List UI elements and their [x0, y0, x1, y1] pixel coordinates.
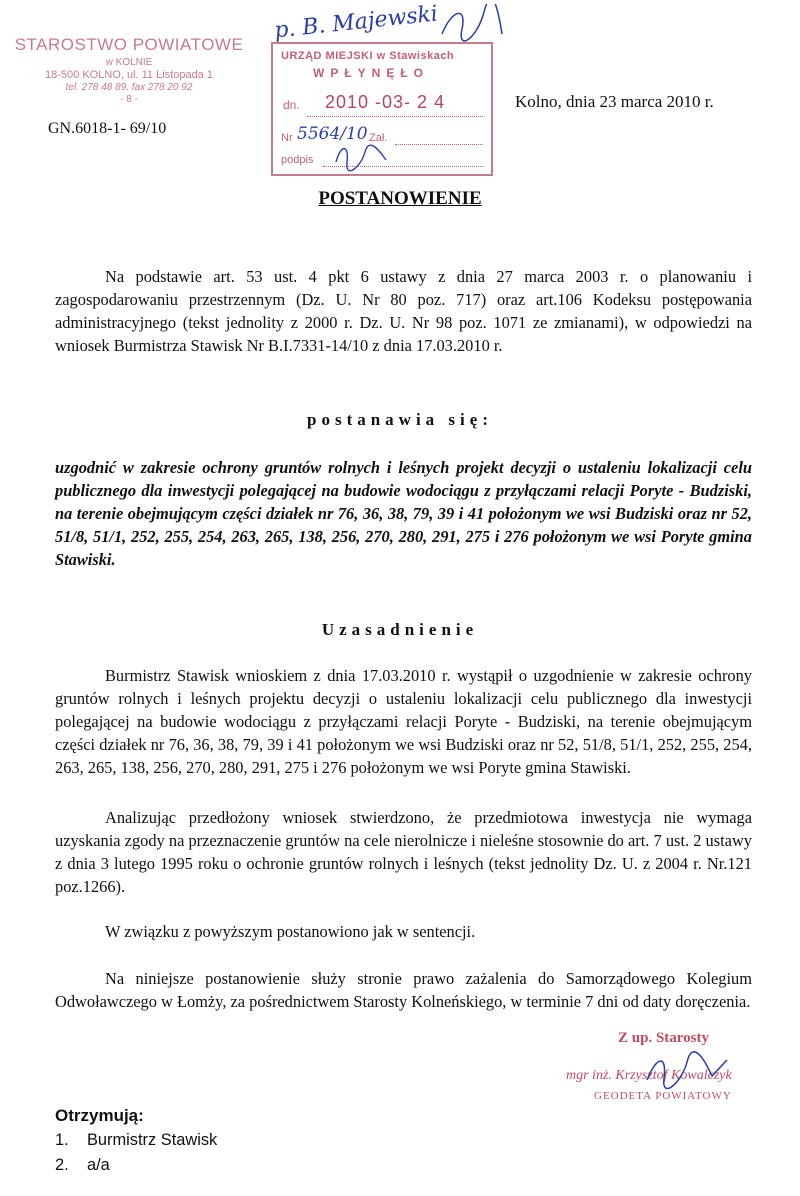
place-and-date: Kolno, dnia 23 marca 2010 r.: [515, 92, 714, 111]
recipient-name: a/a: [87, 1156, 110, 1174]
office-stamp-address: 18-500 KOLNO, ul. 11 Listopada 1: [45, 69, 213, 81]
justification-heading: Uzasadnienie: [321, 620, 479, 639]
list-item: [55, 1156, 110, 1175]
date-dotted-line: [307, 116, 483, 117]
zal-dotted-line: [395, 144, 483, 145]
reference-number: GN.6018-1- 69/10: [48, 120, 167, 137]
received-date-label: dn.: [283, 98, 300, 112]
handwritten-note-text: p. B. Majewski: [273, 1, 440, 44]
list-item: [55, 1131, 217, 1150]
decision-heading: postanawia się:: [307, 410, 493, 429]
received-signature-scribble-icon: [331, 142, 391, 172]
received-zal-label: Zał.: [369, 132, 388, 144]
received-date-value: 2010 -03- 2 4: [325, 92, 446, 112]
intro-paragraph: Na podstawie art. 53 ust. 4 pkt 6 ustawy z dnia 27 marca 2003 r. o planowaniu i zagospodarowaniu przestrzennym (Dz. U. Nr 80 poz. 717) oraz art.106 Kodeksu postępowania administracyjnego (tekst jednolity z 2000 r. Dz. U. Nr 98 poz. 1071 ze zmianami), w odpowiedzi na wniosek Burmistrza Stawisk Nr B.I.7331-14/10 z dnia 17.03.2010 r.: [55, 267, 752, 355]
office-stamp-city: w KOLNIE: [105, 57, 153, 68]
appeal-paragraph: Na niniejsze postanowienie służy stronie prawo zażalenia do Samorządowego Kolegium Odwoławczego w Łomży, za pośrednictwem Starosty Kolneńskiego, w terminie 7 dni od daty doręczenia.: [55, 969, 752, 1011]
recipients-heading: Otrzymują:: [55, 1106, 144, 1125]
signature-title: GEODETA POWIATOWY: [594, 1090, 732, 1102]
recipient-number: 2.: [55, 1156, 69, 1174]
signature-scribble-icon: [642, 1050, 732, 1090]
received-stamp-office: URZĄD MIEJSKI w Stawiskach: [281, 50, 455, 62]
handwritten-note: [272, 1, 512, 46]
signature-name: mgr inż. Krzysztof Kowalczyk: [566, 1068, 732, 1083]
signature-stamp: [540, 1030, 780, 1110]
office-stamp-code: - 8 -: [120, 94, 138, 105]
received-signature-label: podpis: [281, 154, 314, 166]
justification-paragraph-1: Burmistrz Stawisk wnioskiem z dnia 17.03.2010 r. wystąpił o uzgodnienie w zakresie ochrony gruntów rolnych i leśnych projektu decyzji o ustaleniu lokalizacji celu publicznego dla inwestycji polegającej na budowie wodociągu z przyłączami relacji Poryte - Budziski, na terenie obejmującym części działek nr 76, 36, 38, 79, 39 i 41 położonym we wsi Budziski oraz nr 52, 51/8, 51/1, 252, 255, 254, 263, 265, 138, 256, 270, 280, 291, 275 i 276 położonym we wsi Poryte gmina Stawiski.: [55, 666, 752, 777]
handwritten-scribble-icon: [272, 4, 512, 46]
recipient-number: 1.: [55, 1131, 69, 1149]
justification-paragraph-3: W związku z powyższym postanowiono jak w sentencji.: [105, 922, 476, 941]
received-stamp: [271, 42, 493, 176]
signature-authority: Z up. Starosty: [618, 1030, 709, 1046]
received-nr-value: 5564/10: [297, 124, 368, 144]
received-stamp-title: WPŁYNĘŁO: [313, 66, 429, 80]
office-stamp-name: STAROSTWO POWIATOWE: [14, 35, 244, 54]
document-title: POSTANOWIENIE: [318, 188, 482, 209]
office-stamp-phone: tel. 278 48 89, fax 278 20 92: [65, 82, 193, 93]
office-stamp: [14, 35, 244, 105]
decision-text: uzgodnić w zakresie ochrony gruntów rolnych i leśnych projekt decyzji o ustaleniu lokalizacji celu publicznego dla inwestycji polegającej na budowie wodociągu z przyłączami relacji Poryte - Budziski, na terenie obejmującym części działek nr 76, 36, 38, 79, 39 i 41 położonym we wsi Budziski oraz nr 52, 51/8, 51/1, 252, 255, 254, 263, 265, 138, 256, 270, 280, 291, 275 i 276 położonym we wsi Poryte gmina Stawiski.: [55, 458, 752, 569]
recipient-name: Burmistrz Stawisk: [87, 1131, 218, 1149]
received-nr-label: Nr: [281, 132, 293, 144]
justification-paragraph-2: Analizując przedłożony wniosek stwierdzono, że przedmiotowa inwestycja nie wymaga uzyskania zgody na przeznaczenie gruntów na cele nierolnicze i nieleśne stosownie do art. 7 ust. 2 ustawy z dnia 3 lutego 1995 roku o ochronie gruntów rolnych i leśnych (tekst jednolity Dz. U. z 2004 r. Nr.121 poz.1266).: [55, 808, 752, 896]
